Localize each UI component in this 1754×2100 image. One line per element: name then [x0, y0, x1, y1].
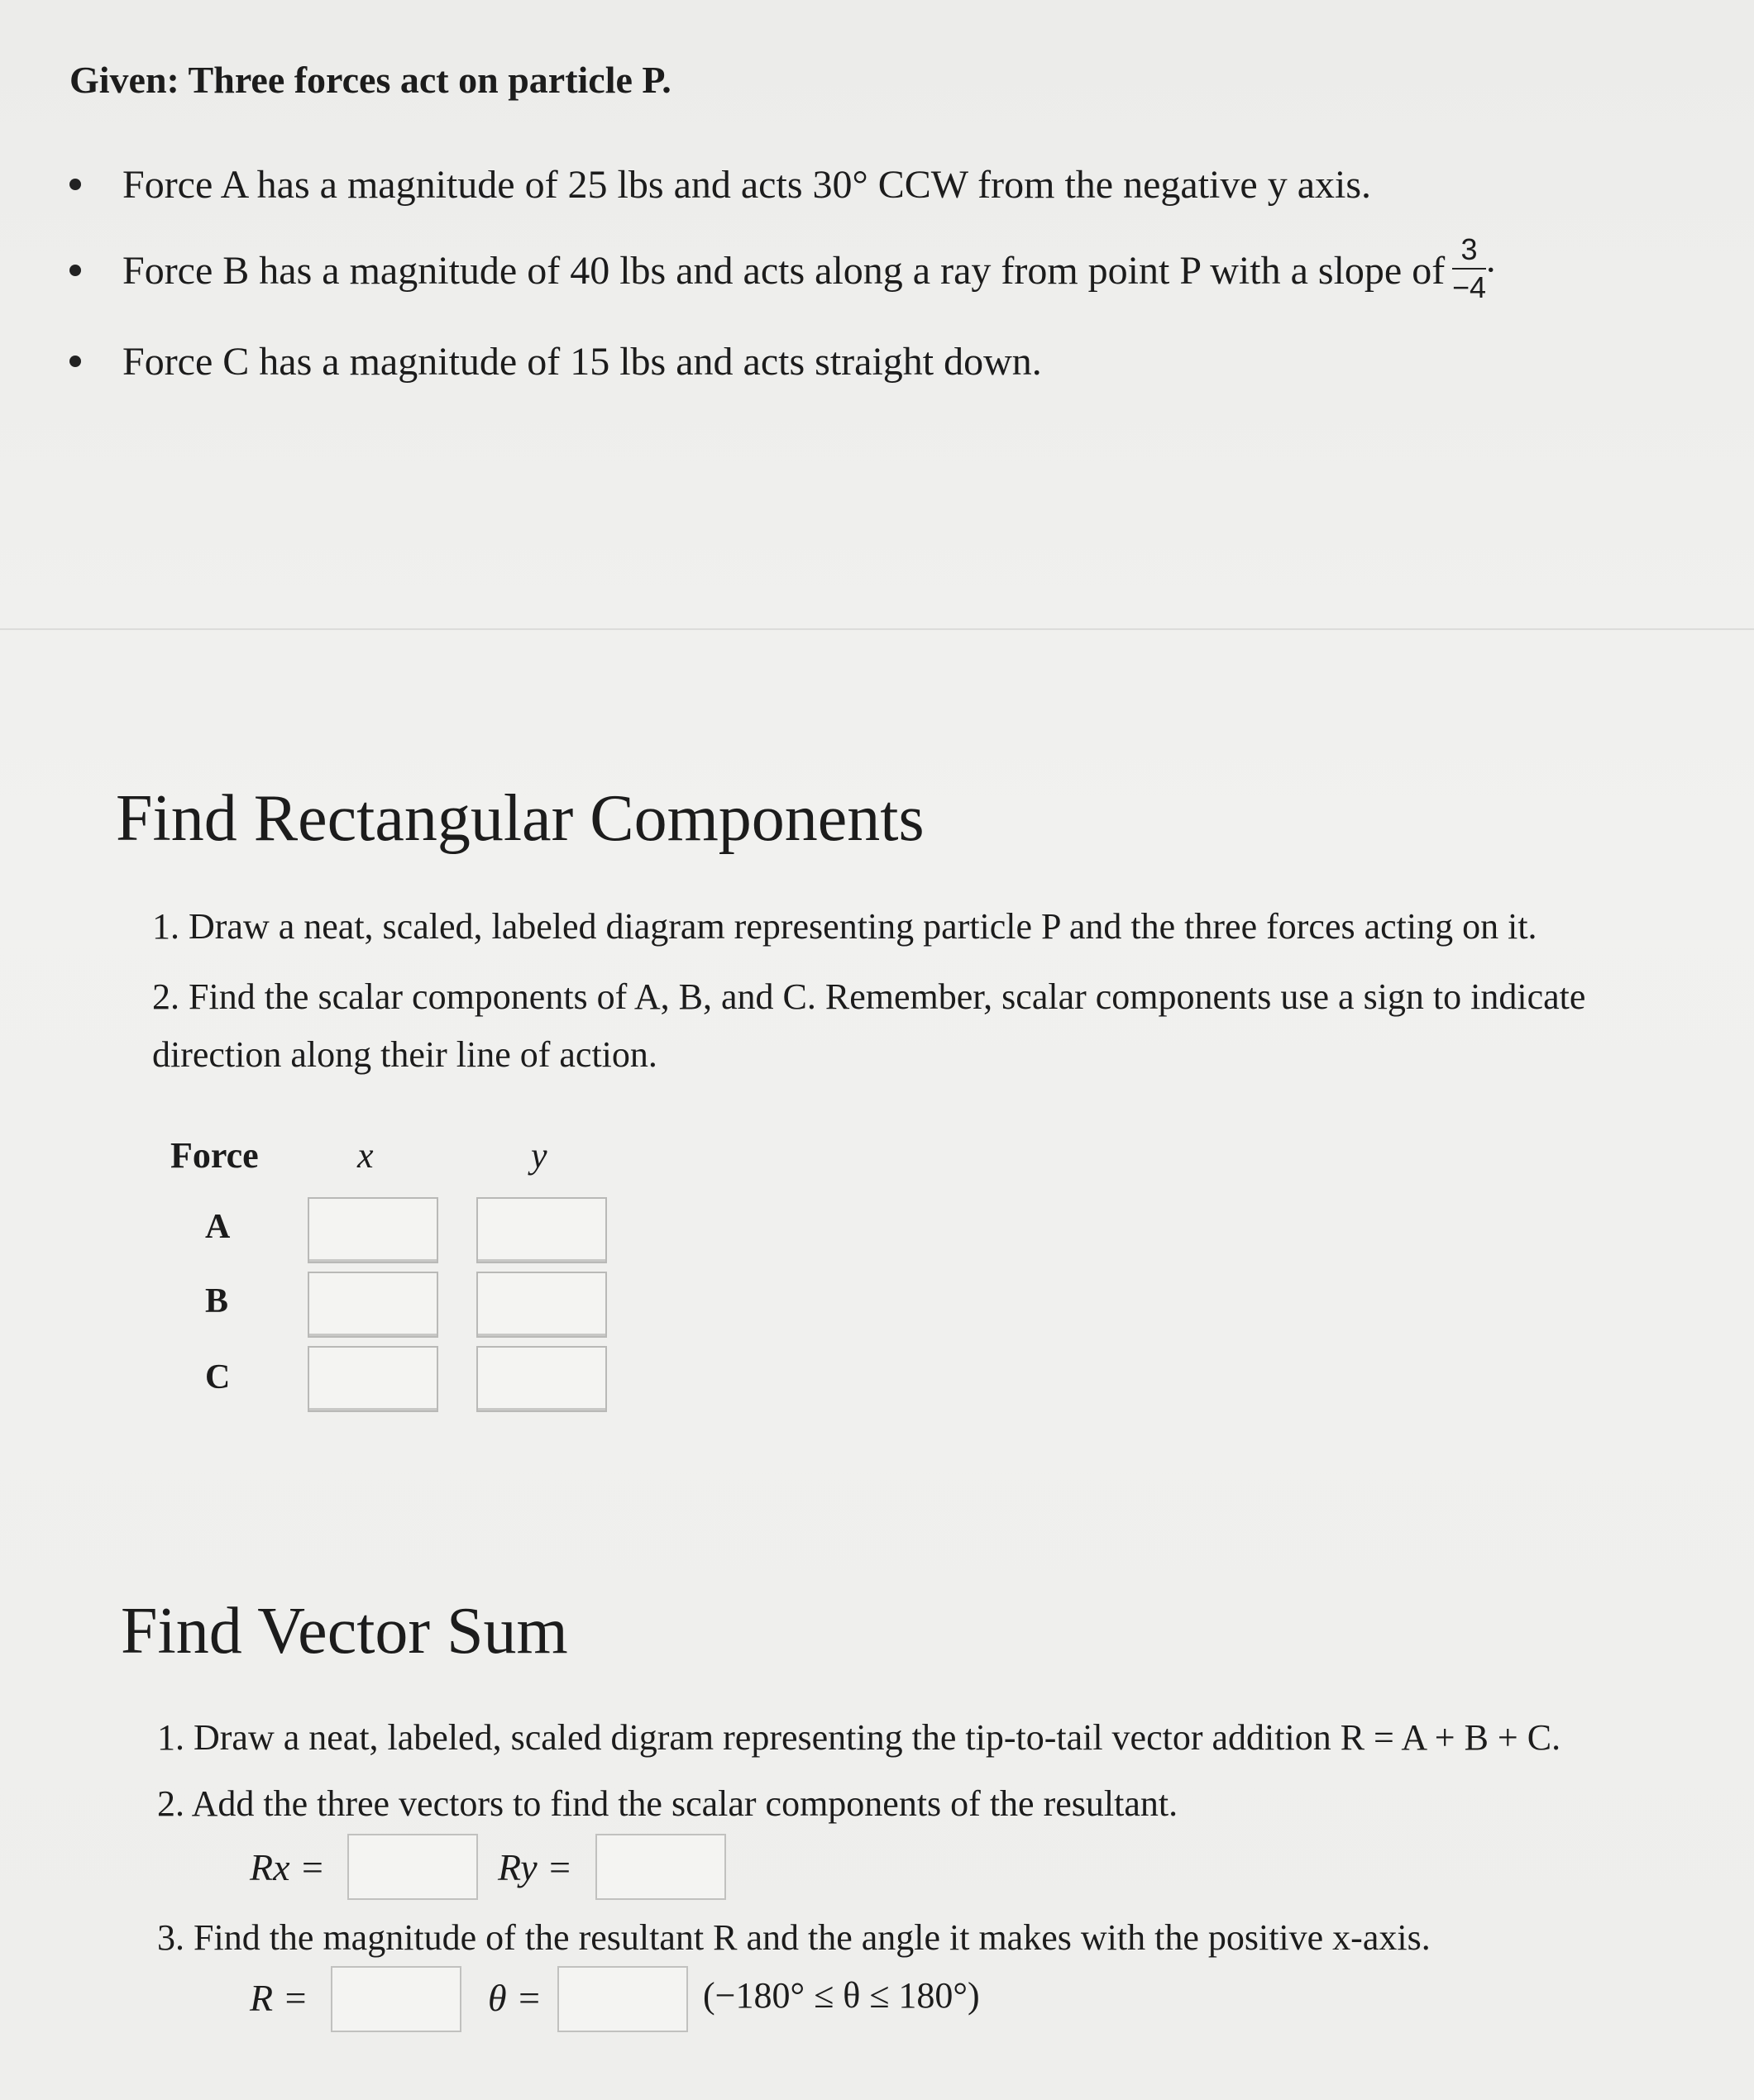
- table-header-y: y: [531, 1135, 547, 1176]
- theta-label: θ =: [488, 1977, 542, 2019]
- ry-input[interactable]: [595, 1834, 726, 1900]
- rect-step-2: 2. Find the scalar components of A, B, and C. Remember, scalar components use a sign to indicate: [152, 976, 1586, 1017]
- row-label-a: A: [205, 1208, 231, 1246]
- rx-label: Rx =: [250, 1846, 326, 1888]
- bullet-text: Force A has a magnitude of 25 lbs and acts 30° CCW from the negative y axis.: [122, 163, 1372, 207]
- answer-a-y[interactable]: [476, 1197, 607, 1263]
- given-title: Given: Three forces act on particle P.: [69, 59, 671, 101]
- sum-step-2: 2. Add the three vectors to find the scalar components of the resultant.: [157, 1783, 1178, 1824]
- rect-step-2-cont: direction along their line of action.: [152, 1034, 657, 1075]
- ry-label: Ry =: [498, 1846, 573, 1888]
- theta-range: (−180° ≤ θ ≤ 180°): [703, 1975, 980, 2016]
- answer-a-x[interactable]: [308, 1197, 438, 1263]
- slope-denominator: −4: [1452, 270, 1487, 304]
- table-header-x: x: [357, 1135, 374, 1176]
- bullet-dot: [69, 265, 81, 276]
- rect-components-heading: Find Rectangular Components: [116, 782, 925, 855]
- answer-c-y[interactable]: [476, 1346, 607, 1412]
- vector-sum-heading: Find Vector Sum: [121, 1595, 568, 1668]
- slope-fraction: [1441, 231, 1496, 306]
- sum-step-1: 1. Draw a neat, labeled, scaled digram representing the tip-to-tail vector addition R = A + B + C.: [157, 1717, 1561, 1758]
- r-label: R =: [250, 1977, 308, 2019]
- theta-input[interactable]: [557, 1966, 688, 2032]
- slope-suffix: .: [1486, 237, 1496, 280]
- bullet-text: Force C has a magnitude of 15 lbs and acts straight down.: [122, 340, 1042, 384]
- sum-step-3: 3. Find the magnitude of the resultant R and the angle it makes with the positive x-axis.: [157, 1917, 1431, 1958]
- bullet-dot: [69, 179, 81, 190]
- row-label-c: C: [205, 1358, 231, 1396]
- answer-c-x[interactable]: [308, 1346, 438, 1412]
- rx-input[interactable]: [347, 1834, 478, 1900]
- rect-step-1: 1. Draw a neat, scaled, labeled diagram representing particle P and the three forces acting on it.: [152, 906, 1537, 947]
- section-divider: [0, 628, 1754, 630]
- slope-numerator: 3: [1452, 231, 1486, 270]
- table-header-force: Force: [170, 1135, 259, 1176]
- answer-b-x[interactable]: [308, 1272, 438, 1338]
- r-input[interactable]: [331, 1966, 461, 2032]
- row-label-b: B: [205, 1282, 229, 1320]
- bullet-dot: [69, 356, 81, 367]
- answer-b-y[interactable]: [476, 1272, 607, 1338]
- bullet-text: Force B has a magnitude of 40 lbs and acts along a ray from point P with a slope of: [122, 249, 1446, 293]
